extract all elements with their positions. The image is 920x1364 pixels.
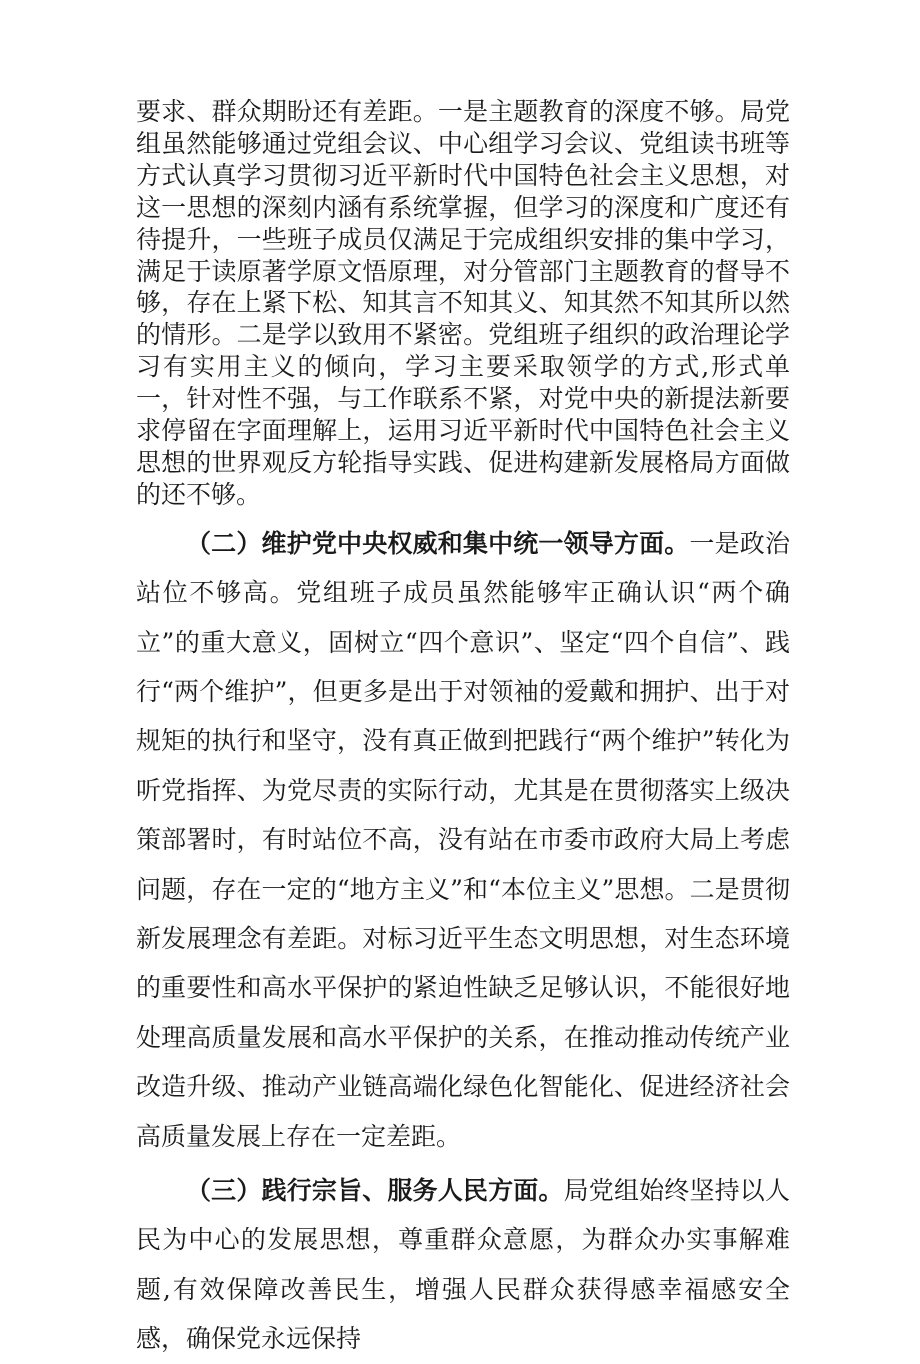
paragraph-section-3 xyxy=(136,1166,790,1364)
section-3-body: 局党组始终坚持以人民为中心的发展思想，尊重群众意愿，为群众办实事解难题,有效保障改善民生，增强人民群众获得感幸福感安全感，确保党永远保持 xyxy=(136,1176,790,1354)
paragraph-section-2 xyxy=(136,519,790,1161)
document-page xyxy=(136,96,790,1364)
section-2-heading: （二）维护党中央权威和集中统一领导方面。 xyxy=(186,528,690,558)
paragraph-study-issues xyxy=(136,96,790,511)
section-3-heading: （三）践行宗旨、服务人民方面。 xyxy=(186,1176,564,1206)
paragraph-1-text: 要求、群众期盼还有差距。一是主题教育的深度不够。局党组虽然能够通过党组会议、中心组学习会议、党组读书班等方式认真学习贯彻习近平新时代中国特色社会主义思想，对这一思想的深刻内涵有系统掌握，但学习的深度和广度还有待提升，一些班子成员仅满足于完成组织安排的集中学习，满足于读原著学原文悟原理，对分管部门主题教育的督导不够，存在上紧下松、知其言不知其义、知其然不知其所以然的情形。二是学以致用不紧密。党组班子组织的政治理论学习有实用主义的倾向，学习主要采取领学的方式,形式单一，针对性不强，与工作联系不紧，对党中央的新提法新要求停留在字面理解上，运用习近平新时代中国特色社会主义思想的世界观反方轮指导实践、促进构建新发展格局方面做的还不够。 xyxy=(136,97,790,509)
section-2-body: 一是政治站位不够高。党组班子成员虽然能够牢正确认识“两个确立”的重大意义，固树立“四个意识”、坚定“四个自信”、践行“两个维护”，但更多是出于对领袖的爱戴和拥护、出于对规矩的执行和坚守，没有真正做到把践行“两个维护”转化为听党指挥、为党尽责的实际行动，尤其是在贯彻落实上级决策部署时，有时站位不高，没有站在市委市政府大局上考虑问题，存在一定的“地方主义”和“本位主义”思想。二是贯彻新发展理念有差距。对标习近平生态文明思想，对生态环境的重要性和高水平保护的紧迫性缺乏足够认识，不能很好地处理高质量发展和高水平保护的关系，在推动推动传统产业改造升级、推动产业链高端化绿色化智能化、促进经济社会高质量发展上存在一定差距。 xyxy=(136,528,790,1151)
